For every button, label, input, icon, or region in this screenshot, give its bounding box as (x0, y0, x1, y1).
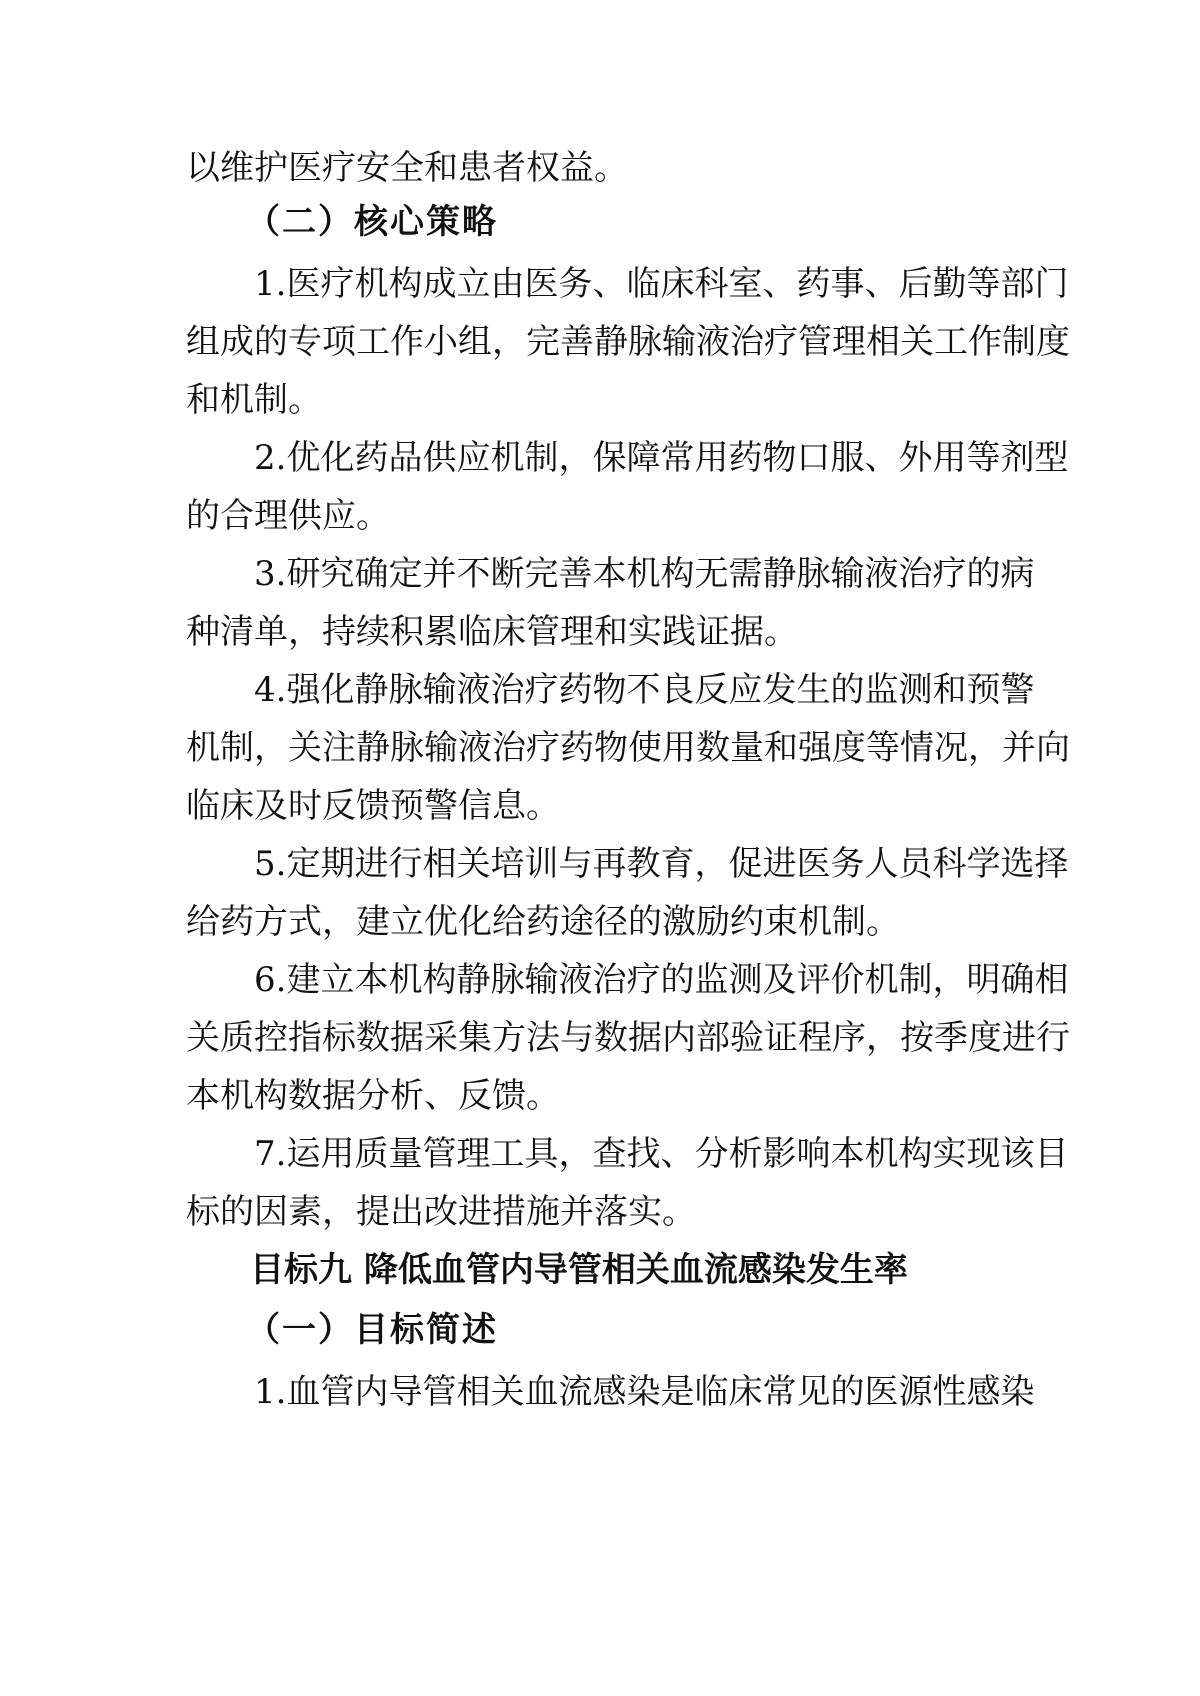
paragraph-line: 以维护医疗安全和患者权益。 (186, 148, 628, 188)
paragraph-line: 临床及时反馈预警信息。 (186, 786, 560, 826)
paragraph-line: 的合理供应。 (186, 496, 390, 536)
paragraph-line: 和机制。 (186, 380, 322, 420)
strategy-item-4: 4.强化静脉输液治疗药物不良反应发生的监测和预警 (254, 670, 1035, 710)
strategy-item-1: 1.医疗机构成立由医务、临床科室、药事、后勤等部门 (254, 264, 1069, 304)
summary-item-1: 1.血管内导管相关血流感染是临床常见的医源性感染 (254, 1372, 1035, 1412)
strategy-item-3: 3.研究确定并不断完善本机构无需静脉输液治疗的病 (254, 554, 1035, 594)
paragraph-line: 本机构数据分析、反馈。 (186, 1076, 560, 1116)
strategy-item-2: 2.优化药品供应机制，保障常用药物口服、外用等剂型 (254, 438, 1069, 478)
paragraph-line: 给药方式，建立优化给药途径的激励约束机制。 (186, 902, 900, 942)
paragraph-line: 标的因素，提出改进措施并落实。 (186, 1192, 696, 1232)
section-heading-goal-summary: （一）目标简述 (246, 1310, 498, 1350)
section-heading-core-strategy: （二）核心策略 (246, 202, 498, 242)
strategy-item-5: 5.定期进行相关培训与再教育，促进医务人员科学选择 (254, 844, 1069, 884)
paragraph-line: 种清单，持续积累临床管理和实践证据。 (186, 612, 798, 652)
strategy-item-6: 6.建立本机构静脉输液治疗的监测及评价机制，明确相 (254, 960, 1069, 1000)
paragraph-line: 组成的专项工作小组，完善静脉输液治疗管理相关工作制度 (186, 322, 1070, 362)
strategy-item-7: 7.运用质量管理工具，查找、分析影响本机构实现该目 (254, 1134, 1069, 1174)
goal-heading: 目标九 降低血管内导管相关血流感染发生率 (250, 1250, 908, 1290)
paragraph-line: 机制，关注静脉输液治疗药物使用数量和强度等情况，并向 (186, 728, 1070, 768)
paragraph-line: 关质控指标数据采集方法与数据内部验证程序，按季度进行 (186, 1018, 1070, 1058)
